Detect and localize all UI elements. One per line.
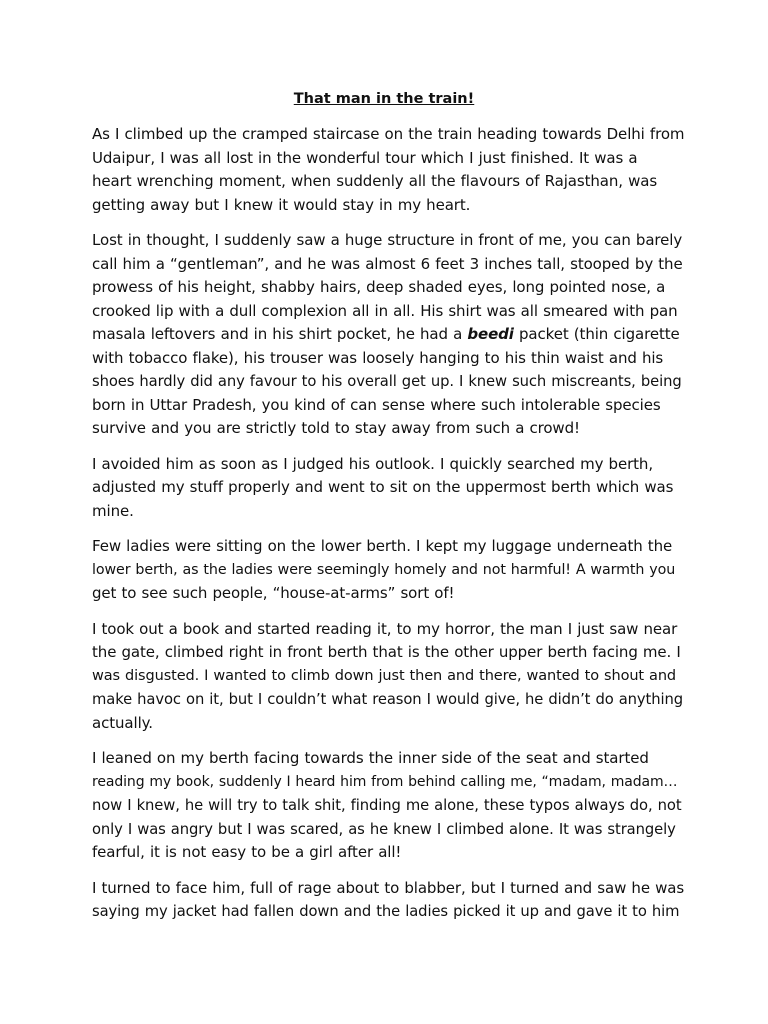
paragraph-2: [92, 229, 684, 441]
text-line: make havoc on it, but I couldn’t what reason I would give, he didn’t do anything: [92, 691, 683, 708]
text-line: born in Uttar Pradesh, you kind of can sense where such intolerable species: [92, 395, 661, 414]
text-line: Udaipur, I was all lost in the wonderful tour which I just finished. It was a: [92, 148, 638, 167]
text-fragment: masala leftovers and in his shirt pocket, he had a: [92, 325, 468, 343]
text-fragment: packet (thin cigarette: [513, 325, 680, 343]
text-line: adjusted my stuff properly and went to sit on the uppermost berth which was: [92, 478, 674, 496]
text-line: actually.: [92, 713, 153, 732]
text-line-with-emphasis: [92, 323, 684, 347]
text-line: Lost in thought, I suddenly saw a huge structure in front of me, you can barely: [92, 231, 683, 249]
paragraph-6: [92, 747, 684, 865]
text-line: I avoided him as soon as I judged his outlook. I quickly searched my berth,: [92, 454, 653, 473]
text-line: the gate, climbed right in front berth that is the other upper berth facing me. I: [92, 643, 681, 661]
text-line: crooked lip with a dull complexion all in all. His shirt was all smeared with pan: [92, 301, 678, 320]
text-line: I took out a book and started reading it, to my horror, the man I just saw near: [92, 619, 678, 638]
text-line: As I climbed up the cramped staircase on the train heading towards Delhi from: [92, 125, 685, 143]
text-line: getting away but I knew it would stay in my heart.: [92, 195, 471, 214]
text-line: saying my jacket had fallen down and the ladies picked it up and gave it to him: [92, 903, 680, 920]
text-line: was disgusted. I wanted to climb down just then and there, wanted to shout and: [92, 667, 677, 684]
text-line: only I was angry but I was scared, as he knew I climbed alone. It was strangely: [92, 820, 676, 838]
text-line: survive and you are strictly told to stay away from such a crowd!: [92, 419, 580, 437]
paragraph-1: [92, 123, 684, 217]
paragraph-7: [92, 877, 684, 924]
text-line: now I knew, he will try to talk shit, finding me alone, these typos always do, not: [92, 797, 682, 814]
paragraph-4: [92, 535, 684, 606]
text-line: shoes hardly did any favour to his overall get up. I knew such miscreants, being: [92, 373, 682, 390]
text-line: fearful, it is not easy to be a girl after all!: [92, 843, 402, 861]
paragraph-3: [92, 453, 684, 524]
text-line: lower berth, as the ladies were seemingly homely and not harmful! A warmth you: [92, 561, 676, 578]
text-line: call him a “gentleman”, and he was almost 6 feet 3 inches tall, stooped by the: [92, 254, 683, 273]
document-body: [92, 123, 684, 936]
text-line: Few ladies were sitting on the lower berth. I kept my luggage underneath the: [92, 537, 673, 555]
paragraph-5: [92, 618, 684, 736]
text-line: mine.: [92, 501, 134, 520]
text-line: with tobacco flake), his trouser was loosely hanging to his thin waist and his: [92, 348, 664, 367]
text-line: prowess of his height, shabby hairs, deep shaded eyes, long pointed nose, a: [92, 278, 666, 296]
text-line: get to see such people, “house-at-arms” sort of!: [92, 584, 455, 602]
document-title: That man in the train!: [293, 91, 475, 107]
text-line: reading my book, suddenly I heard him from behind calling me, “madam, madam…: [92, 773, 678, 790]
text-line: heart wrenching moment, when suddenly all the flavours of Rajasthan, was: [92, 172, 658, 190]
emphasized-word: beedi: [467, 325, 514, 343]
text-line: I turned to face him, full of rage about to blabber, but I turned and saw he was: [92, 878, 685, 897]
text-line: I leaned on my berth facing towards the inner side of the seat and started: [92, 749, 649, 767]
